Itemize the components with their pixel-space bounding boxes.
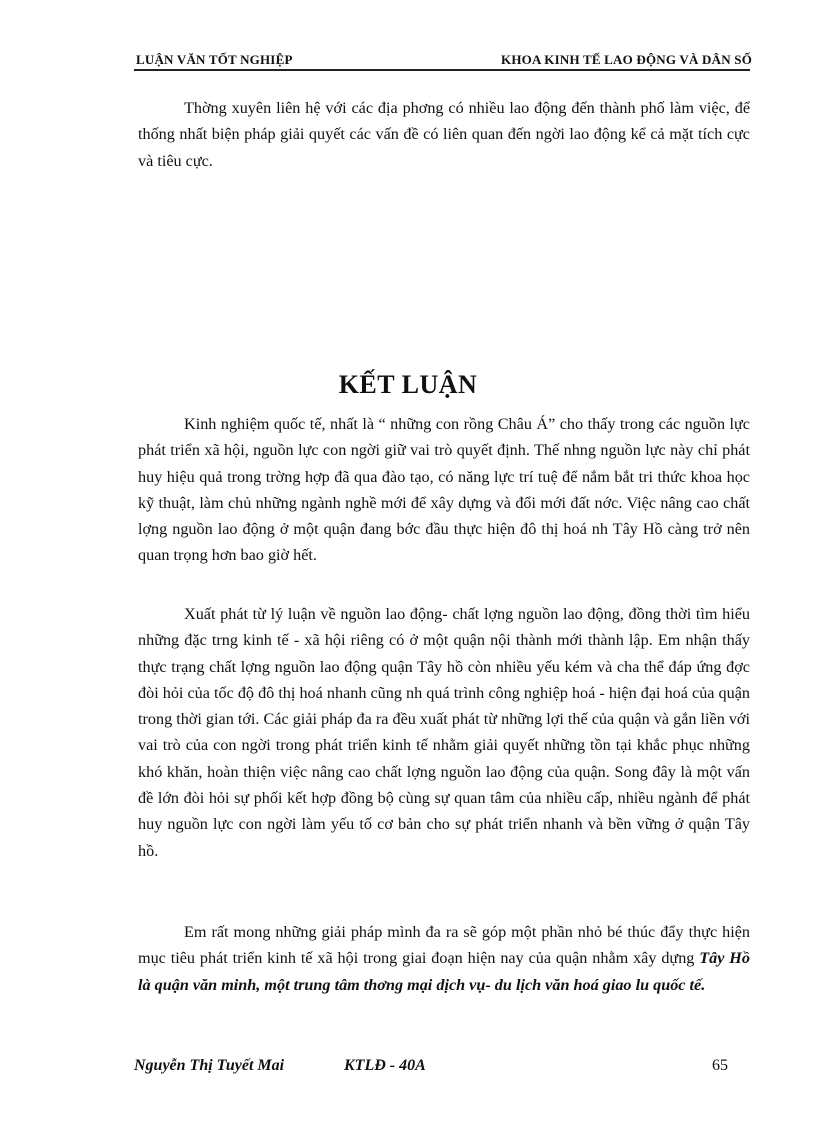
header-right-text: KHOA KINH TẾ LAO ĐỘNG VÀ DÂN SỐ <box>501 52 752 67</box>
header-left-text: LUẬN VĂN TỐT NGHIỆP <box>136 52 293 67</box>
paragraph-4-emphasis: Tây Hồ là quận văn minh, một trung tâm thơng mại dịch vụ- du lịch văn hoá giao lu quốc tế. <box>138 949 750 994</box>
paragraph-4-lead: Em rất mong những giải pháp mình đa ra sẽ góp một phần nhỏ bé thúc đẩy thực hiện mục tiêu phát triển kinh tế xã hội trong giai đoạn hiện nay của quận nhằm xây dựng <box>138 923 750 968</box>
footer-author: Nguyễn Thị Tuyết Mai <box>134 1057 285 1074</box>
paragraph-4 <box>138 919 750 998</box>
paragraph-1: Thờng xuyên liên hệ với các địa phơng có nhiều lao động đến thành phố làm việc, để thống nhất biện pháp giải quyết các vấn đề có liên quan đến ngời lao động kể cả mặt tích cực và tiêu cực. <box>138 99 750 170</box>
paragraph-3: Xuất phát từ lý luận về nguồn lao động- chất lợng nguồn lao động, đồng thời tìm hiểu những đặc trng kinh tế - xã hội riêng có ở một quận nội thành mới thành lập. Em nhận thấy thực trạng chất lợng nguồn lao động quận Tây hồ còn nhiều yếu kém và cha thể đáp ứng đợc đòi hỏi của tốc độ đô thị hoá nhanh cũng nh quá trình công nghiệp hoá - hiện đại hoá của quận trong thời gian tới. Các giải pháp đa ra đều xuất phát từ những lợi thế của quận và gắn liền với vai trò của con ngời trong phát triển kinh tế nhằm giải quyết những tồn tại khắc phục những khó khăn, hoàn thiện việc nâng cao chất lợng nguồn lao động của quận. Song đây là một vấn đề lớn đòi hỏi sự phối kết hợp đồng bộ cùng sự quan tâm của nhiều cấp, nhiều ngành để phát huy nguồn lực con ngời làm yếu tố cơ bản cho sự phát triển nhanh và bền vững ở quận Tây hồ. <box>138 605 750 860</box>
page-number: 65 <box>712 1057 728 1074</box>
paragraph-2: Kinh nghiệm quốc tế, nhất là “ những con rồng Châu Á” cho thấy trong các nguồn lực phát triển xã hội, nguồn lực con ngời giữ vai trò quyết định. Thế nhng nguồn lực này chỉ phát huy hiệu quả trong trờng hợp đã qua đào tạo, có năng lực trí tuệ để nắm bắt tri thức khoa học kỹ thuật, làm chủ những ngành nghề mới để xây dựng và đổi mới đất nớc. Việc nâng cao chất lợng nguồn lao động ở một quận đang bớc đầu thực hiện đô thị hoá nh Tây Hồ càng trở nên quan trọng hơn bao giờ hết. <box>138 415 750 565</box>
footer-class: KTLĐ - 40A <box>344 1057 426 1074</box>
section-title: KẾT LUẬN <box>338 370 478 399</box>
header-divider <box>134 69 750 71</box>
